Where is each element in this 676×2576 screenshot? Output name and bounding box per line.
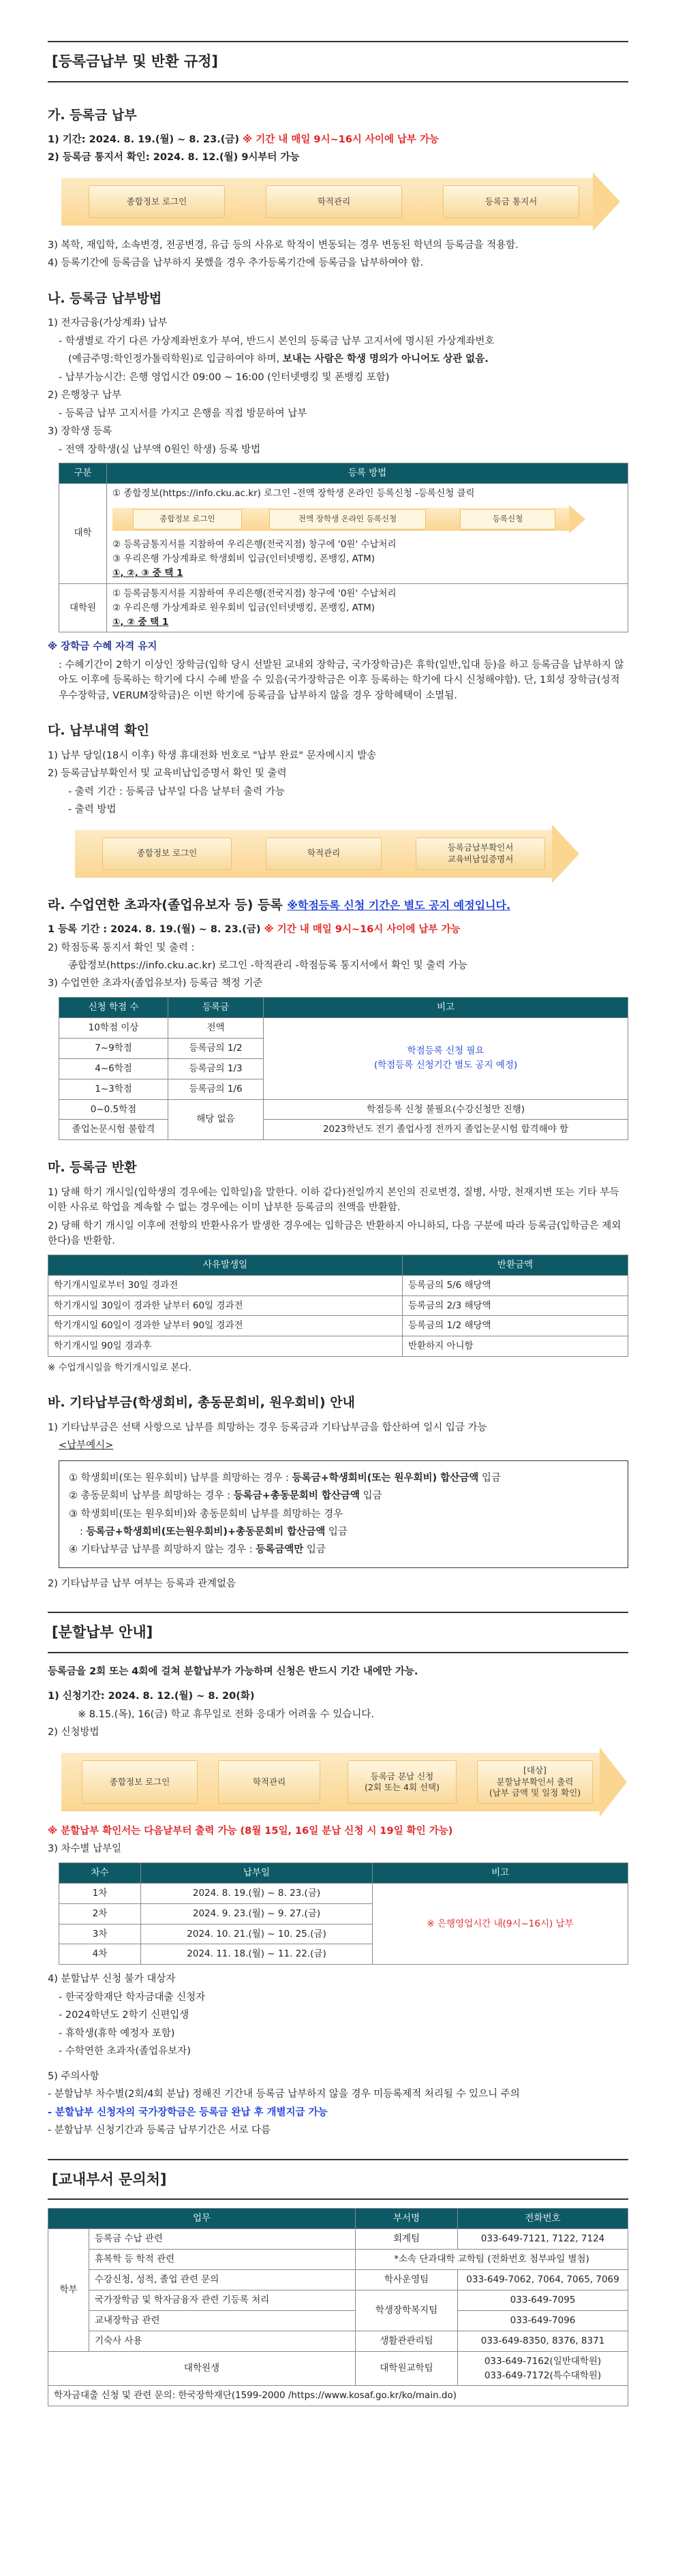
text: ※ 수업개시일을 학기개시일로 본다. xyxy=(48,1362,192,1374)
section-heading: 바. 기타납부금(학생회비, 총동문회비, 원우회비) 안내 xyxy=(48,1395,355,1411)
table-cell: 대학원생 xyxy=(48,2351,356,2386)
table-cell: 학기개시일 30일이 경과한 날부터 60일 경과전 xyxy=(48,1295,403,1316)
text: - 출력 방법 xyxy=(68,804,117,816)
overdue-fee-table xyxy=(59,997,628,1140)
table-cell: 학기개시일로부터 30일 경과전 xyxy=(48,1275,403,1295)
section-overdue-students xyxy=(48,895,628,1141)
text: 1) 신청기간: 2024. 8. 12.(월) ~ 8. 20(화) xyxy=(48,1691,255,1702)
table-cell: 대학 xyxy=(59,483,107,583)
text: ①, ②, ③ 중 택 1 xyxy=(112,567,183,579)
flow-step: 학적관리 xyxy=(266,838,382,870)
text: 종합정보(https://info.cku.ac.kr) 로그인 -학적관리 -학점등록 통지서에서 확인 및 출력 가능 xyxy=(68,960,467,971)
text: ※ 분할납부 확인서는 다음날부터 출력 가능 (8월 15일, 16일 분납 신청 시 19일 확인 가능) xyxy=(48,1825,453,1837)
table-header: 구분 xyxy=(59,463,107,484)
table-cell: 휴복학 등 학적 관련 xyxy=(89,2249,356,2269)
table-cell: 학기개시일 60일이 경과한 날부터 90일 경과전 xyxy=(48,1316,403,1336)
scholarship-note-body: : 수혜기간이 2학기 이상인 장학금(입학 당시 선발된 교내외 장학금, 국가장학금)은 휴학(일반,입대 등)을 하고 등록금을 납부하지 않아도 이후에 등록하는 학기에 다시 수혜 받을 수 있음(국가장학금은 이후 등록하는 학기에 다시 신청해야함). 단, 1회성 장학금(성적우수장학금, VERUM장학금)은 이번 학기에 등록금을 납부하지 않을 경우 장학혜택이 소멸됨. xyxy=(59,659,624,701)
text: 033-649-7162(일반대학원) xyxy=(484,2355,602,2367)
table-cell: 2023학년도 전기 졸업사정 전까지 졸업논문시험 합격해야 함 xyxy=(264,1120,628,1140)
table-cell: 4차 xyxy=(59,1944,141,1965)
method-3-detail: - 전액 장학생(실 납부액 0원인 학생) 등록 방법 xyxy=(59,444,261,455)
text: 학점등록 신청 필요 xyxy=(407,1045,485,1057)
text: 등록금+학생회비(또는 원우회비) 합산금액 xyxy=(292,1472,479,1484)
text: (학점등록 신청기간 별도 공지 예정) xyxy=(373,1060,518,1071)
table-cell: 등록금의 1/2 xyxy=(168,1038,264,1058)
table-cell: ※ 은행영업시간 내(9시~16시) 납부 xyxy=(373,1883,628,1965)
flow-step: 전액 장학생 온라인 등록신청 xyxy=(269,509,426,530)
text: ※ 기간 내 매일 9시~16시 사이에 납부 가능 xyxy=(264,924,461,936)
text: 입금 xyxy=(328,1527,348,1537)
flow-step: 종합정보 로그인 xyxy=(133,509,242,530)
text: 입금 xyxy=(363,1490,382,1502)
text: 3) 수업연한 초과자(졸업유보자) 등록금 책정 기준 xyxy=(48,978,263,990)
section-tuition-payment xyxy=(48,106,628,271)
text: ※ 8.15.(목), 16(금) 학교 휴무일로 전화 응대가 어려울 수 있습니다. xyxy=(78,1708,374,1720)
text: ① 학생회비(또는 원우회비) 납부를 희망하는 경우 : xyxy=(69,1472,289,1484)
text: ① 종합정보(https://info.cku.ac.kr) 로그인 -전액 장학생 온라인 등록신청 -등록신청 클릭 xyxy=(112,487,475,499)
text: 라. 수업연한 초과자(졸업유보자 등) 등록 xyxy=(48,897,283,913)
text: 2) 등록금납부확인서 및 교육비납입증명서 확인 및 출력 xyxy=(48,768,287,780)
table-cell: *소속 단과대학 교학팀 (전화번호 첨부파일 별첨) xyxy=(356,2249,628,2269)
flow-step: 등록금 통지서 xyxy=(443,185,579,218)
text: ④ 기타납부금 납부를 희망하지 않는 경우 : xyxy=(69,1544,253,1556)
text: ① 등록금통지서를 지참하여 우리은행(전국지점) 창구에 '0원' 수납처리 xyxy=(112,587,397,599)
text: - 분할납부 신청자의 국가장학금은 등록금 완납 후 개별지급 가능 xyxy=(48,2106,328,2118)
flow-step: [대상] 분할납부확인서 출력 (납부 금액 및 일정 확인) xyxy=(477,1760,593,1804)
text: - 분할납부 차수별(2회/4회 분납) 정해진 기간내 등록금 납부하지 않을 경우 미등록제적 처리될 수 있으니 주의 xyxy=(48,2089,520,2100)
text: 등록금액만 xyxy=(256,1544,304,1556)
text: 2) 당해 학기 개시일 이후에 전항의 반환사유가 발생한 경우에는 입학금은 반환하지 아니하되, 다음 구분에 따라 등록금(입학금은 제외한다)을 반환함. xyxy=(48,1220,621,1247)
text: 1 등록 기간 : 2024. 8. 19.(월) ~ 8. 23.(금) xyxy=(48,924,261,936)
section-heading: 마. 등록금 반환 xyxy=(48,1160,137,1176)
text: 1) 납부 당일(18시 이후) 학생 휴대전화 번호로 "납부 완료" 문자메시지 발송 xyxy=(48,750,377,761)
text: 입금 xyxy=(306,1544,326,1556)
method-1-detail xyxy=(48,352,628,367)
section-title: [교내부서 문의처] xyxy=(48,2159,628,2201)
table-cell: 1~3학점 xyxy=(59,1079,168,1099)
example-1 xyxy=(69,1471,618,1486)
text: ③ 우리은행 가상계좌로 학생회비 입금(인터넷뱅킹, 폰뱅킹, ATM) xyxy=(112,553,375,564)
flow-step: 등록금 분납 신청 (2회 또는 4회 선택) xyxy=(348,1760,457,1804)
table-cell: 등록금의 1/2 해당액 xyxy=(403,1316,628,1336)
table-cell: 국가장학금 및 학자금융자 관련 기등록 처리 xyxy=(89,2290,356,2310)
table-cell xyxy=(458,2351,628,2386)
table-cell: 등록금의 2/3 해당액 xyxy=(403,1295,628,1316)
flow-step: 등록신청 xyxy=(460,509,555,530)
method-1-hours: - 납부가능시간: 은행 영업시간 09:00 ~ 16:00 (인터넷뱅킹 및 폰뱅킹 포함) xyxy=(59,371,390,383)
text: ② 총동문회비 납부를 희망하는 경우 : xyxy=(69,1490,231,1502)
text: - 분할납부 신청기간과 등록금 납부기간은 서로 다름 xyxy=(48,2125,271,2136)
section-heading: 나. 등록금 납부방법 xyxy=(48,290,162,306)
text: : xyxy=(80,1527,83,1537)
section-installment xyxy=(48,1612,628,2138)
section-heading: 다. 납부내역 확인 xyxy=(48,723,149,739)
table-cell: 수강신청, 성적, 졸업 관련 문의 xyxy=(89,2269,356,2290)
text: 등록금+학생회비(또는원우회비)+총동문회비 합산금액 xyxy=(86,1527,326,1537)
list-item: - 수학연한 초과자(졸업유보자) xyxy=(59,2046,191,2057)
example-3: ③ 학생회비(또는 원우회비)와 총동문회비 납부를 희망하는 경우 xyxy=(69,1508,343,1520)
table-cell: 4~6학점 xyxy=(59,1058,168,1079)
table-cell: 2024. 9. 23.(월) ~ 9. 27.(금) xyxy=(141,1903,373,1924)
text: ② 우리은행 가상계좌로 원우회비 입금(인터넷뱅킹, 폰뱅킹, ATM) xyxy=(112,602,375,613)
table-cell: 해당 없음 xyxy=(168,1099,264,1140)
table-header: 전화번호 xyxy=(458,2209,628,2229)
text: 1) 당해 학기 개시일(입학생의 경우에는 입학일)을 말한다. 이하 같다)전일까지 본인의 진로변경, 질병, 사망, 천재지변 또는 기타 부득이한 사유로 학업을 계속할 수 없는 경우에는 이미 납부한 등록금의 전액을 반환함. xyxy=(48,1186,619,1214)
contacts-table xyxy=(48,2208,628,2406)
table-cell: 등록금의 1/3 xyxy=(168,1058,264,1079)
table-cell: 033-649-8350, 8376, 8371 xyxy=(458,2331,628,2351)
method-2-detail: - 등록금 납부 고지서를 가지고 은행을 직접 방문하여 납부 xyxy=(59,408,307,419)
table-cell: 교내장학금 관련 xyxy=(89,2310,356,2331)
flow-step: 종합정보 로그인 xyxy=(82,1760,198,1804)
payment-example-box xyxy=(59,1460,628,1568)
text: 3) 차수별 납부일 xyxy=(48,1843,122,1855)
table-cell: 전액 xyxy=(168,1017,264,1038)
scholarship-table xyxy=(59,463,628,632)
list-item: - 2024학년도 2학기 신편입생 xyxy=(59,2010,189,2021)
table-header: 등록금 xyxy=(168,997,264,1017)
list-item: - 한국장학재단 학자금대출 신청자 xyxy=(59,1991,206,2003)
rule-4: 4) 등록기간에 등록금을 납부하지 못했을 경우 추가등록기간에 등록금을 납부하여야 함. xyxy=(48,258,424,269)
table-cell: 2차 xyxy=(59,1903,141,1924)
example-2 xyxy=(69,1488,618,1503)
table-cell: 등록금 수납 관련 xyxy=(89,2229,356,2250)
section-contacts xyxy=(48,2159,628,2407)
section-other-fees xyxy=(48,1393,628,1591)
text: - 출력 기간 : 등록금 납부일 다음 날부터 출력 가능 xyxy=(68,786,285,797)
flow-step: 학적관리 xyxy=(266,185,402,218)
table-cell: 반환하지 아니함 xyxy=(403,1336,628,1357)
text: 5) 주의사항 xyxy=(48,2070,99,2082)
table-header: 차수 xyxy=(59,1862,141,1883)
flow-diagram xyxy=(61,1753,628,1811)
text: 2) 학점등록 통지서 확인 및 출력 : xyxy=(48,942,195,953)
example-3-detail xyxy=(69,1524,618,1539)
table-header: 등록 방법 xyxy=(107,463,628,484)
table-cell: 학자금대출 신청 및 관련 문의: 한국장학재단(1599-2000 /https://www.kosaf.go.kr/ko/main.do) xyxy=(48,2386,628,2406)
text-bold: 보내는 사람은 학생 명의가 아니어도 상관 없음. xyxy=(282,354,489,365)
table-header: 비고 xyxy=(264,997,628,1017)
table-cell xyxy=(107,483,628,583)
table-cell: 생활관관리팀 xyxy=(356,2331,458,2351)
section-refund xyxy=(48,1158,628,1375)
table-header: 비고 xyxy=(373,1862,628,1883)
section-heading xyxy=(48,895,628,915)
method-1-detail: - 학생별로 각기 다른 가상계좌번호가 부여, 반드시 본인의 등록금 납부 고지서에 명시된 가상계좌번호 xyxy=(59,335,495,347)
table-cell: 0~0.5학점 xyxy=(59,1099,168,1120)
payment-period xyxy=(48,132,628,147)
table-cell: 1차 xyxy=(59,1883,141,1903)
table-cell: 2024. 11. 18.(월) ~ 11. 22.(금) xyxy=(141,1944,373,1965)
flow-step: 학적관리 xyxy=(218,1760,320,1804)
table-header: 납부일 xyxy=(141,1862,373,1883)
method-2: 2) 은행창구 납부 xyxy=(48,390,122,401)
text: 033-649-7172(특수대학원) xyxy=(484,2370,602,2381)
text: 등록금을 2회 또는 4회에 걸쳐 분할납부가 가능하며 신청은 반드시 기간 내에만 가능. xyxy=(48,1666,418,1677)
table-cell: 7~9학점 xyxy=(59,1038,168,1058)
text: 등록금+총동문회비 합산금액 xyxy=(233,1490,360,1502)
table-cell: 2024. 8. 19.(월) ~ 8. 23.(금) xyxy=(141,1883,373,1903)
table-cell: 10학점 이상 xyxy=(59,1017,168,1038)
text: ※학점등록 신청 기간은 별도 공지 예정입니다. xyxy=(287,898,511,912)
table-header: 사유발생일 xyxy=(48,1255,403,1275)
table-cell: 등록금의 5/6 해당액 xyxy=(403,1275,628,1295)
flow-diagram xyxy=(61,178,628,226)
table-cell: 등록금의 1/6 xyxy=(168,1079,264,1099)
method-1: 1) 전자금융(가상계좌) 납부 xyxy=(48,318,168,329)
table-cell: 2024. 10. 21.(월) ~ 10. 25.(금) xyxy=(141,1924,373,1944)
table-cell: 033-649-7062, 7064, 7065, 7069 xyxy=(458,2269,628,2290)
table-cell: 학부 xyxy=(48,2229,89,2352)
flow-step: 종합정보 로그인 xyxy=(102,838,232,870)
text: ①, ② 중 택 1 xyxy=(112,616,169,628)
text: 4) 분할납부 신청 불가 대상자 xyxy=(48,1974,176,1985)
flow-step: 등록금납부확인서 교육비납입증명서 xyxy=(416,838,545,870)
period-text: 1) 기간: 2024. 8. 19.(월) ~ 8. 23.(금) xyxy=(48,134,239,145)
notice-check: 2) 등록금 통지서 확인: 2024. 8. 12.(월) 9시부터 가능 xyxy=(48,152,300,164)
table-cell: 033-649-7096 xyxy=(458,2310,628,2331)
example-4 xyxy=(69,1542,618,1557)
text: <납부예시> xyxy=(59,1440,114,1452)
scholarship-note-heading: ※ 장학금 수혜 자격 유지 xyxy=(48,641,157,653)
text: ② 등록금통지서를 지참하여 우리은행(전국지점) 창구에 '0원' 수납처리 xyxy=(112,538,397,550)
table-header: 업무 xyxy=(48,2209,356,2229)
method-3: 3) 장학생 등록 xyxy=(48,426,112,438)
section-payment-method xyxy=(48,289,628,703)
page-title: [등록금납부 및 반환 규정] xyxy=(48,41,628,82)
period xyxy=(48,922,628,937)
flow-diagram xyxy=(75,830,628,878)
section-payment-confirm xyxy=(48,721,628,877)
table-cell: 졸업논문시험 불합격 xyxy=(59,1120,168,1140)
list-item: - 휴학생(휴학 예정자 포함) xyxy=(59,2027,175,2039)
flow-diagram xyxy=(112,505,622,534)
period-note: ※ 기간 내 매일 9시~16시 사이에 납부 가능 xyxy=(243,134,439,145)
refund-table xyxy=(48,1255,628,1358)
table-cell: 033-649-7121, 7122, 7124 xyxy=(458,2229,628,2250)
table-cell xyxy=(264,1017,628,1099)
table-cell: 대학원교학팀 xyxy=(356,2351,458,2386)
section-heading: 가. 등록금 납부 xyxy=(48,107,137,123)
text: 2) 신청방법 xyxy=(48,1727,99,1738)
table-cell: 3차 xyxy=(59,1924,141,1944)
table-header: 신청 학점 수 xyxy=(59,997,168,1017)
table-cell: 학사운영팀 xyxy=(356,2269,458,2290)
table-cell: 대학원 xyxy=(59,583,107,632)
text: (예금주명:학인정가톨릭학원)로 입금하여야 하며, xyxy=(68,354,280,365)
table-header: 부서명 xyxy=(356,2209,458,2229)
section-title: [분할납부 안내] xyxy=(48,1612,628,1653)
table-cell: 학기개시일 90일 경과후 xyxy=(48,1336,403,1357)
table-cell: 기숙사 사용 xyxy=(89,2331,356,2351)
rule-3: 3) 복학, 재입학, 소속변경, 전공변경, 유급 등의 사유로 학적이 변동되는 경우 변동된 학년의 등록금을 적용함. xyxy=(48,239,519,251)
table-cell: 회계팀 xyxy=(356,2229,458,2250)
flow-step: 종합정보 로그인 xyxy=(89,185,225,218)
text: 입금 xyxy=(481,1472,501,1484)
table-header: 반환금액 xyxy=(403,1255,628,1275)
installment-table xyxy=(59,1862,628,1965)
table-cell: 033-649-7095 xyxy=(458,2290,628,2310)
text: 2) 기타납부금 납부 여부는 등록과 관계없음 xyxy=(48,1578,236,1589)
table-cell: 학점등록 신청 불필요(수강신청만 진행) xyxy=(264,1099,628,1120)
text: 1) 기타납부금은 선택 사항으로 납부를 희망하는 경우 등록금과 기타납부금을 합산하여 일시 입금 가능 xyxy=(48,1422,487,1433)
table-cell: 학생장학복지팀 xyxy=(356,2290,458,2331)
table-cell xyxy=(107,583,628,632)
